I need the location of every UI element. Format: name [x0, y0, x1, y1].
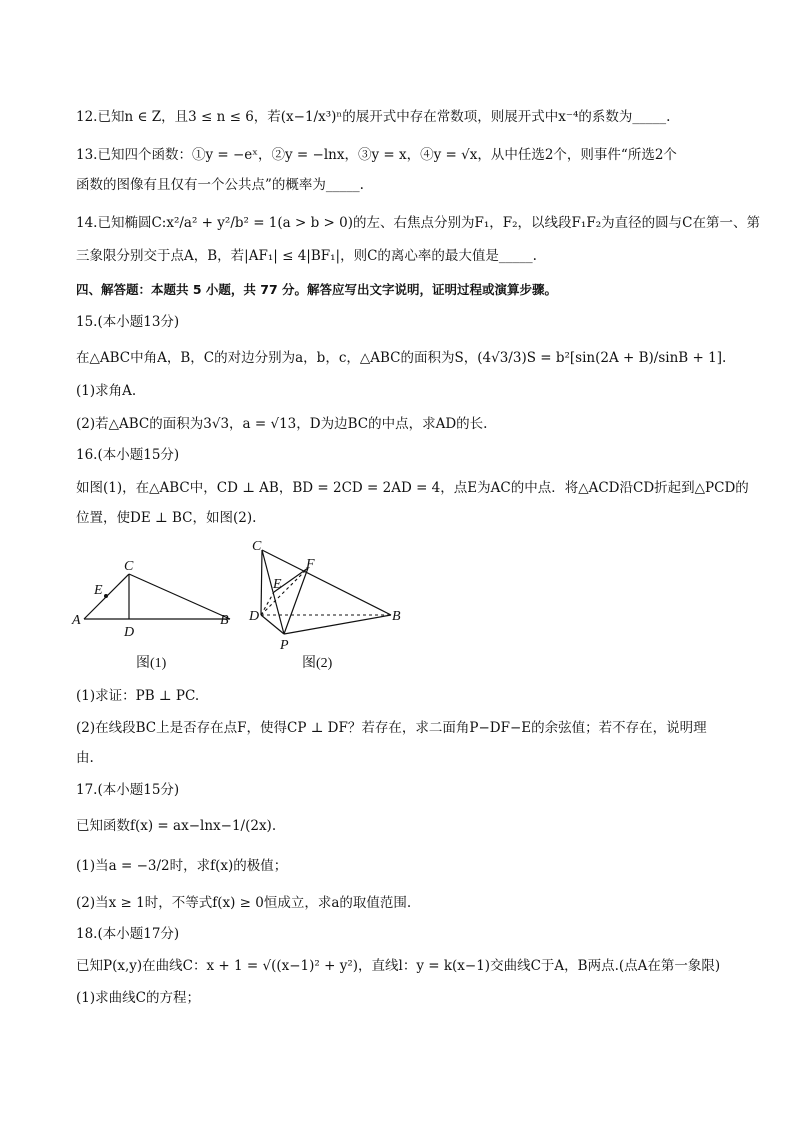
question-17-part-2: (2)当x ≥ 1时，不等式f(x) ≥ 0恒成立，求a的取值范围.: [76, 895, 412, 911]
figure-2-diagram: [246, 536, 406, 654]
question-16-part-1: (1)求证：PB ⊥ PC.: [76, 688, 200, 704]
fig1-label-d: D: [124, 625, 135, 640]
question-16-stem-1: 如图(1)，在△ABC中，CD ⊥ AB，BD = 2CD = 2AD = 4，点E为AC的中点．将△ACD沿CD折起到△PCD的: [76, 480, 749, 496]
fig1-label-c: C: [124, 559, 134, 574]
fig2-label-c: C: [252, 539, 262, 554]
question-18-part-1: (1)求曲线C的方程；: [76, 990, 200, 1006]
question-16-part-2-line-2: 由.: [76, 750, 94, 766]
question-15-header: 15.(本小题13分): [76, 314, 180, 330]
figure-1-caption: 图(1): [136, 656, 167, 671]
figure-1: [70, 556, 240, 646]
question-18-stem: 已知P(x,y)在曲线C：x + 1 = √((x−1)² + y²)，直线l：y = k(x−1)交曲线C于A，B两点.(点A在第一象限): [76, 958, 721, 974]
fig1-label-a: A: [72, 613, 81, 628]
fig2-label-b: B: [392, 609, 401, 624]
question-16-header: 16.(本小题15分): [76, 447, 180, 463]
fig1-label-b: B: [220, 613, 229, 628]
question-15-part-2: (2)若△ABC的面积为3√3，a = √13，D为边BC的中点，求AD的长.: [76, 416, 488, 432]
fig2-label-f: F: [306, 557, 315, 572]
question-17-header: 17.(本小题15分): [76, 782, 180, 798]
question-16-stem-2: 位置，使DE ⊥ BC，如图(2).: [76, 510, 257, 526]
fig2-label-e: E: [273, 577, 282, 592]
fig2-label-d: D: [249, 609, 260, 624]
section-heading: 四、解答题：本题共 5 小题，共 77 分。解答应写出文字说明，证明过程或演算步骤。: [76, 282, 558, 297]
question-18-header: 18.(本小题17分): [76, 926, 180, 942]
figure-1-diagram: [70, 556, 240, 646]
question-15-part-1: (1)求角A.: [76, 383, 137, 399]
question-14-line-2: 三象限分别交于点A，B，若|AF₁| ≤ 4|BF₁|，则C的离心率的最大值是_____.: [76, 248, 537, 264]
fig2-label-p: P: [280, 638, 289, 653]
question-17-part-1: (1)当a = −3/2时，求f(x)的极值；: [76, 858, 288, 874]
question-14-line-1: 14.已知椭圆C:x²/a² + y²/b² = 1(a > b > 0)的左、右焦点分别为F₁，F₂，以线段F₁F₂为直径的圆与C在第一、第: [76, 215, 760, 231]
question-13-line-2: 函数的图像有且仅有一个公共点”的概率为_____.: [76, 177, 364, 193]
question-13-line-1: 13.已知四个函数：①y = −eˣ，②y = −lnx，③y = x，④y = √x，从中任选2个，则事件“所选2个: [76, 147, 677, 163]
question-17-stem: 已知函数f(x) = ax−lnx−1/(2x).: [76, 818, 277, 834]
figure-2-caption: 图(2): [302, 656, 333, 671]
question-16-part-2-line-1: (2)在线段BC上是否存在点F，使得CP ⊥ DF？若存在，求二面角P−DF−E的余弦值；若不存在，说明理: [76, 720, 707, 736]
figure-2: [246, 536, 406, 654]
question-15-stem: 在△ABC中角A，B，C的对边分别为a，b，c，△ABC的面积为S，(4√3/3)S = b²[sin(2A + B)/sinB + 1].: [76, 350, 727, 366]
question-12: 12.已知n ∈ Z，且3 ≤ n ≤ 6，若(x−1/x³)ⁿ的展开式中存在常数项，则展开式中x⁻⁴的系数为_____.: [76, 109, 671, 125]
fig1-label-e: E: [94, 583, 103, 598]
